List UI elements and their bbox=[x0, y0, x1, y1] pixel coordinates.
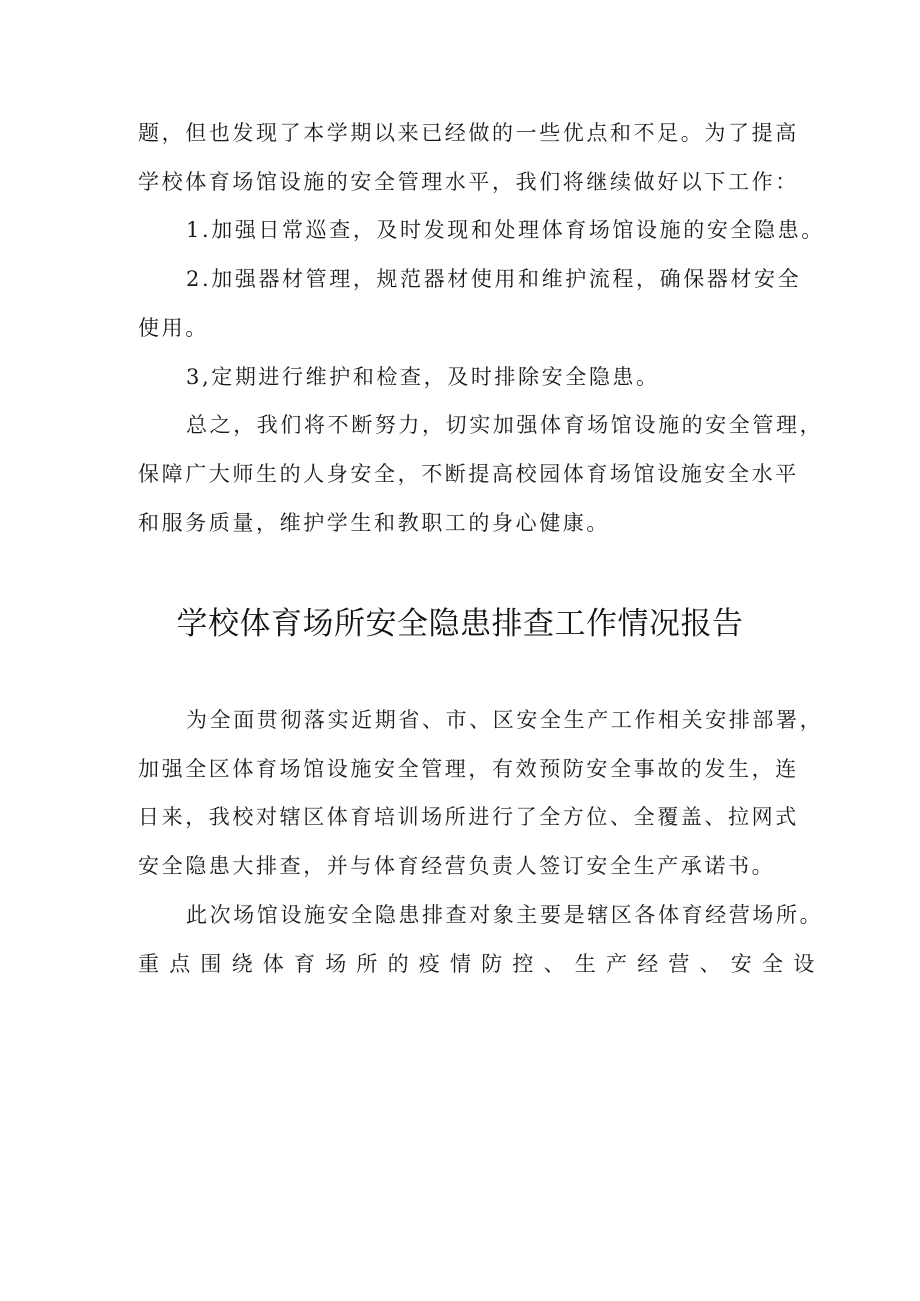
continuation-line-1: 题，但也发现了本学期以来已经做的一些优点和不足。为了提高 bbox=[138, 121, 799, 145]
paragraph2-line-2: 重点围绕体育场所的疫情防控、生产经营、安全设 bbox=[138, 952, 825, 976]
report-title: 学校体育场所安全隐患排查工作情况报告 bbox=[176, 606, 744, 642]
paragraph2-line-1: 此次场馆设施安全隐患排查对象主要是辖区各体育经营场所。 bbox=[186, 903, 824, 927]
conclusion-line-2: 保障广大师生的人身安全，不断提高校园体育场馆设施安全水平 bbox=[138, 462, 799, 486]
paragraph1-line-1: 为全面贯彻落实近期省、市、区安全生产工作相关安排部署， bbox=[186, 708, 824, 732]
list-item-2: 2.加强器材管理，规范器材使用和维护流程，确保器材安全 bbox=[186, 267, 802, 291]
conclusion-line-3: 和服务质量，维护学生和教职工的身心健康。 bbox=[138, 511, 610, 535]
paragraph1-line-3: 日来，我校对辖区体育培训场所进行了全方位、全覆盖、拉网式 bbox=[138, 805, 799, 829]
continuation-line-2: 学校体育场馆设施的安全管理水平，我们将继续做好以下工作： bbox=[138, 170, 799, 194]
paragraph1-line-2: 加强全区体育场馆设施安全管理，有效预防安全事故的发生，连 bbox=[138, 757, 799, 781]
list-item-3: 3,定期进行维护和检查，及时排除安全隐患。 bbox=[186, 365, 660, 389]
conclusion-line-1: 总之，我们将不断努力，切实加强体育场馆设施的安全管理， bbox=[186, 413, 824, 437]
paragraph1-line-4: 安全隐患大排查，并与体育经营负责人签订安全生产承诺书。 bbox=[138, 854, 776, 878]
list-item-1: 1.加强日常巡查，及时发现和处理体育场馆设施的安全隐患。 bbox=[186, 218, 825, 242]
list-item-2-continuation: 使用。 bbox=[138, 316, 209, 340]
